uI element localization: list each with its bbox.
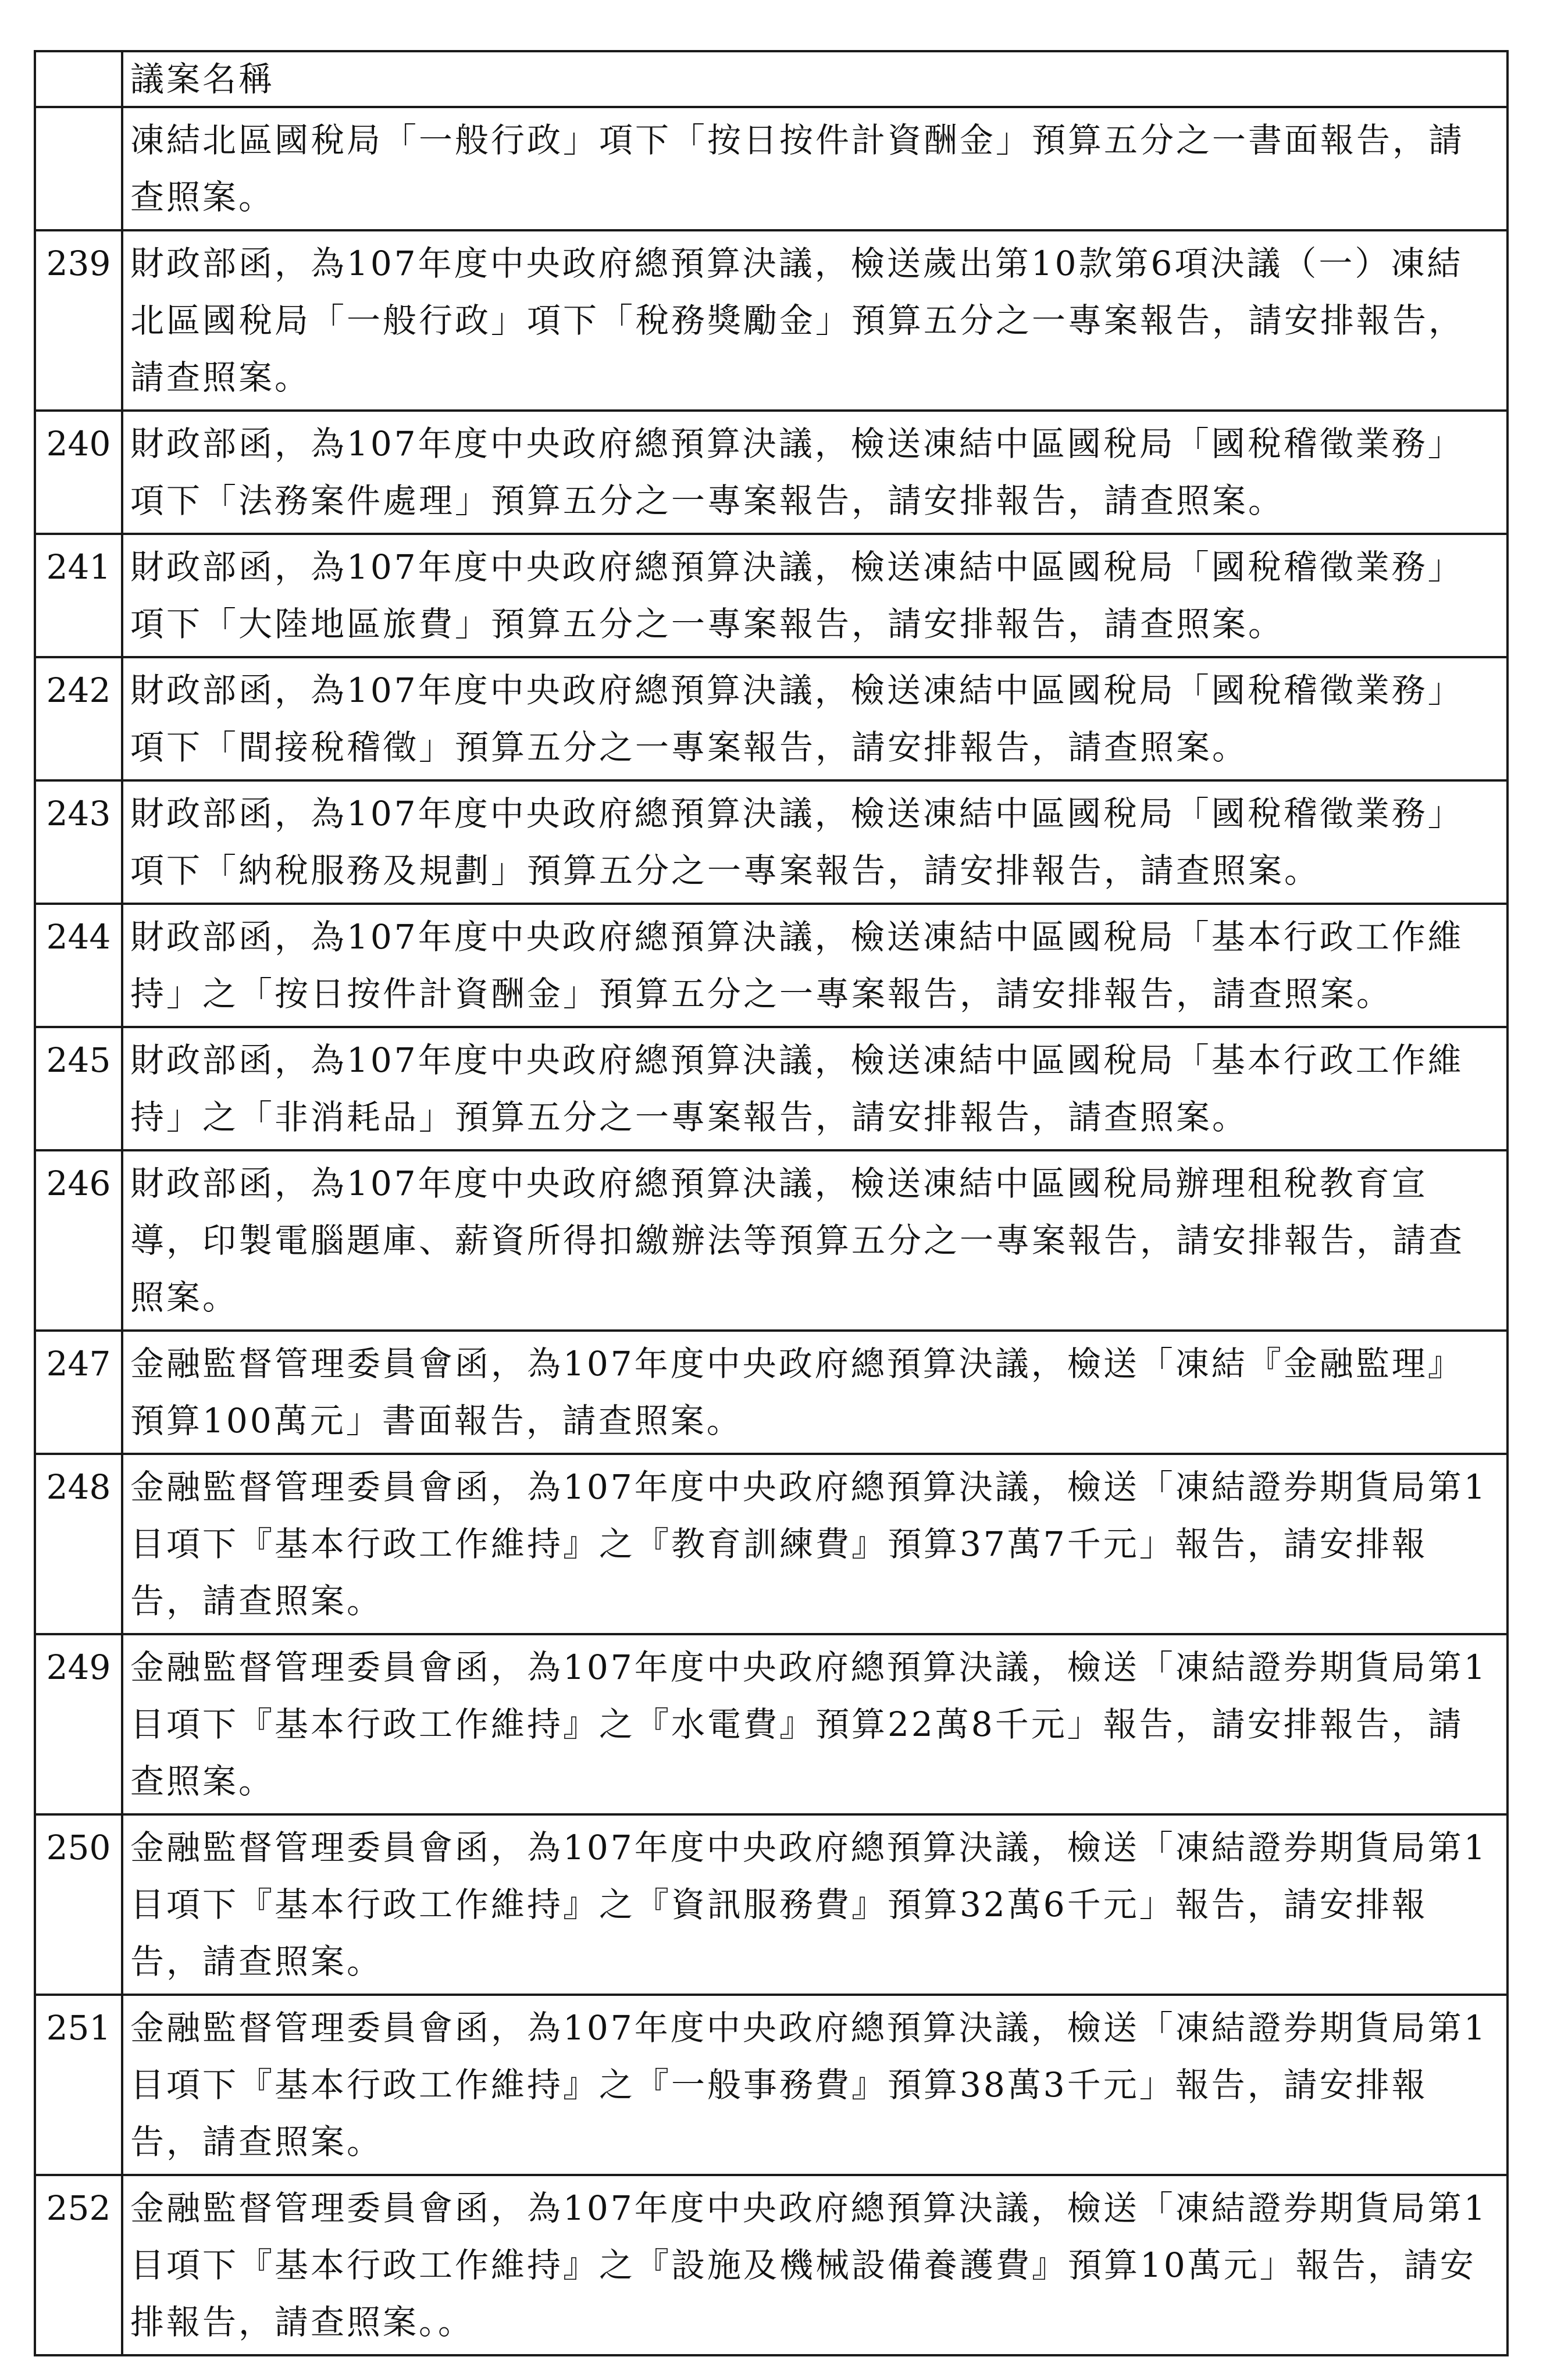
item-number: 246 [35,1150,122,1331]
item-number: 239 [35,230,122,411]
table-row [35,107,1508,230]
table-row [35,1814,1508,1995]
item-number: 245 [35,1027,122,1150]
item-number: 240 [35,411,122,534]
item-number: 252 [35,2175,122,2355]
item-number: 247 [35,1331,122,1454]
item-description: 財政部函，為107年度中央政府總預算決議，檢送凍結中區國稅局辦理租稅教育宣導，印製電腦題庫、薪資所得扣繳辦法等預算五分之一專案報告，請安排報告，請查照案。 [122,1150,1508,1331]
item-number: 242 [35,657,122,780]
item-description: 財政部函，為107年度中央政府總預算決議，檢送凍結中區國稅局「基本行政工作維持」之「按日按件計資酬金」預算五分之一專案報告，請安排報告，請查照案。 [122,904,1508,1027]
item-number: 250 [35,1814,122,1995]
item-description: 財政部函，為107年度中央政府總預算決議，檢送凍結中區國稅局「基本行政工作維持」之「非消耗品」預算五分之一專案報告，請安排報告，請查照案。 [122,1027,1508,1150]
table-row [35,1995,1508,2175]
item-description: 金融監督管理委員會函，為107年度中央政府總預算決議，檢送「凍結證券期貨局第1目項下『基本行政工作維持』之『教育訓練費』預算37萬7千元」報告，請安排報告，請查照案。 [122,1454,1508,1634]
item-description: 金融監督管理委員會函，為107年度中央政府總預算決議，檢送「凍結證券期貨局第1目項下『基本行政工作維持』之『一般事務費』預算38萬3千元」報告，請安排報告，請查照案。 [122,1995,1508,2175]
table-row [35,1634,1508,1814]
agenda-table [34,50,1509,2356]
table-row [35,657,1508,780]
item-description: 金融監督管理委員會函，為107年度中央政府總預算決議，檢送「凍結證券期貨局第1目項下『基本行政工作維持』之『設施及機械設備養護費』預算10萬元」報告，請安排報告，請查照案。。 [122,2175,1508,2355]
table-row [35,534,1508,657]
item-number: 249 [35,1634,122,1814]
item-number: 251 [35,1995,122,2175]
item-number [35,107,122,230]
item-description: 財政部函，為107年度中央政府總預算決議，檢送凍結中區國稅局「國稅稽徵業務」項下「納稅服務及規劃」預算五分之一專案報告，請安排報告，請查照案。 [122,780,1508,904]
table-row [35,1150,1508,1331]
item-number: 244 [35,904,122,1027]
item-number: 248 [35,1454,122,1634]
item-description: 金融監督管理委員會函，為107年度中央政府總預算決議，檢送「凍結『金融監理』預算100萬元」書面報告，請查照案。 [122,1331,1508,1454]
table-header-row [35,51,1508,107]
item-description: 金融監督管理委員會函，為107年度中央政府總預算決議，檢送「凍結證券期貨局第1目項下『基本行政工作維持』之『水電費』預算22萬8千元」報告，請安排報告，請查照案。 [122,1634,1508,1814]
table-row [35,2175,1508,2355]
item-number: 243 [35,780,122,904]
item-description: 財政部函，為107年度中央政府總預算決議，檢送歲出第10款第6項決議（一）凍結北區國稅局「一般行政」項下「稅務獎勵金」預算五分之一專案報告，請安排報告，請查照案。 [122,230,1508,411]
item-description: 金融監督管理委員會函，為107年度中央政府總預算決議，檢送「凍結證券期貨局第1目項下『基本行政工作維持』之『資訊服務費』預算32萬6千元」報告，請安排報告，請查照案。 [122,1814,1508,1995]
table-row [35,230,1508,411]
table-row [35,1331,1508,1454]
header-number-cell [35,51,122,107]
agenda-table-body [35,51,1508,2355]
item-description: 凍結北區國稅局「一般行政」項下「按日按件計資酬金」預算五分之一書面報告，請查照案。 [122,107,1508,230]
item-description: 財政部函，為107年度中央政府總預算決議，檢送凍結中區國稅局「國稅稽徵業務」項下「大陸地區旅費」預算五分之一專案報告，請安排報告，請查照案。 [122,534,1508,657]
table-row [35,904,1508,1027]
table-row [35,411,1508,534]
item-number: 241 [35,534,122,657]
item-description: 財政部函，為107年度中央政府總預算決議，檢送凍結中區國稅局「國稅稽徵業務」項下「法務案件處理」預算五分之一專案報告，請安排報告，請查照案。 [122,411,1508,534]
table-row [35,1027,1508,1150]
table-row [35,780,1508,904]
header-title-cell: 議案名稱 [122,51,1508,107]
table-row [35,1454,1508,1634]
item-description: 財政部函，為107年度中央政府總預算決議，檢送凍結中區國稅局「國稅稽徵業務」項下「間接稅稽徵」預算五分之一專案報告，請安排報告，請查照案。 [122,657,1508,780]
